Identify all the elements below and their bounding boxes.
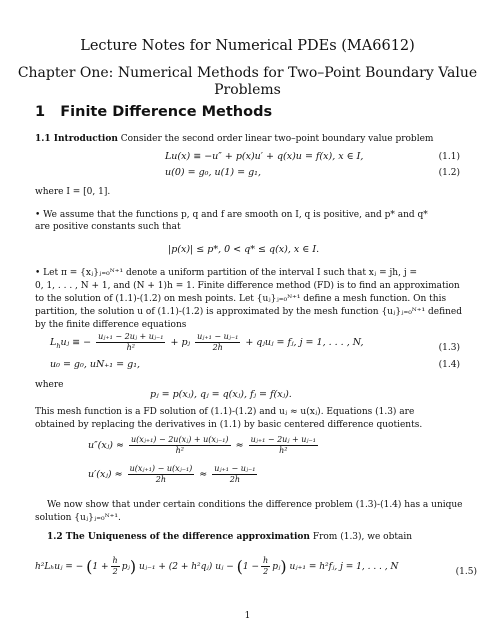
coefficient-definitions: pⱼ = p(xⱼ), qⱼ = q(xⱼ), fⱼ = f(xⱼ). (150, 389, 292, 400)
chapter-title-line2: Problems (214, 82, 281, 98)
eq15-t2: uⱼ − (215, 562, 234, 572)
uniqueness-subsection (47, 531, 412, 543)
mesh-line-1: This mesh function is a FD solution of (1.1)-(1.2) and uⱼ ≈ u(xⱼ). Equations (1.3) are (35, 407, 415, 417)
eq13-frac2-num: uⱼ₊₁ − uⱼ₋₁ (197, 332, 239, 341)
chapter-title-line1: Chapter One: Numerical Methods for Two–Point Boundary Value (17, 65, 478, 81)
eq13-operator-sub: h (56, 341, 61, 350)
partition-line-5: by the finite difference equations (35, 320, 187, 330)
eq13-lhs: uⱼ ≡ − (60, 337, 92, 348)
eq15-paren-close-3: ) (280, 557, 287, 576)
eq13-fraction-1 (96, 332, 165, 353)
equation-1-1: Lu(x) ≡ −u″ + p(x)u′ + q(x)u = f(x), x ∈ I, (165, 151, 364, 162)
eq15-frac3-num: h (263, 556, 269, 565)
d1-den: 2h (155, 475, 167, 484)
intro-text: Consider the second order linear two–point boundary value problem (120, 134, 434, 144)
uniqueness-line-1: We now show that under certain conditions the difference problem (1.3)-(1.4) has a unique (47, 500, 463, 510)
eq13-tail: + qⱼuⱼ = fⱼ, j = 1, . . . , N, (245, 337, 364, 348)
eq13-frac1-num: uⱼ₊₁ − 2uⱼ + uⱼ₋₁ (98, 332, 164, 341)
subsection-label-intro: 1.1 Introduction (35, 134, 118, 144)
d1-den2: 2h (229, 475, 241, 484)
equation-number-1-2: (1.2) (438, 168, 460, 178)
eq15-frac-3 (261, 556, 270, 577)
first-derivative-approx (88, 464, 259, 485)
d1-num2: uⱼ₊₁ − uⱼ₋₁ (214, 464, 256, 473)
d2-lhs: u″(xⱼ) ≈ (88, 440, 124, 451)
eq15-t1: uⱼ₋₁ + (138, 562, 166, 572)
subsection-label-uniqueness: 1.2 The Uniqueness of the difference approximation (47, 532, 310, 542)
eq15-frac3-den: 2 (263, 567, 269, 576)
equation-number-1-3: (1.3) (438, 343, 460, 353)
eq15-p3-b: pⱼ (272, 562, 281, 572)
partition-line-4: partition, the solution u of (1.1)-(1.2) is approximated by the mesh function {uⱼ}ⱼ₌₀ᴺ⁺¹ defined (35, 307, 462, 317)
where-interval: where I = [0, 1]. (35, 187, 111, 197)
d1-fraction-1 (128, 464, 195, 485)
eq15-frac1-num: h (112, 556, 118, 565)
equation-number-1-1: (1.1) (438, 152, 460, 162)
partition-line-2: 0, 1, . . . , N + 1, and (N + 1)h = 1. Finite difference method (FD) is to find an approximation (35, 281, 460, 291)
intro-paragraph (35, 133, 433, 145)
eq15-paren-open-1: ( (86, 557, 93, 576)
equation-1-5 (35, 556, 398, 577)
eq13-operator: L (50, 337, 57, 348)
eq15-p2: (2 + h²qⱼ) (168, 562, 213, 572)
second-derivative-approx (88, 435, 320, 456)
d2-den: h² (175, 446, 184, 455)
eq15-p1-b: pⱼ (121, 562, 130, 572)
section-number: 1 (35, 104, 46, 120)
assumption-line-1: • We assume that the functions p, q and f are smooth on I, q is positive, and p* and q* (35, 210, 428, 220)
bound-inequality: |p(x)| ≤ p*, 0 < q* ≤ q(x), x ∈ I. (168, 244, 320, 255)
eq13-mid: + pⱼ (170, 337, 191, 348)
eq13-fraction-2 (195, 332, 240, 353)
mesh-line-2: obtained by replacing the derivatives in (1.1) by basic centered difference quotients. (35, 420, 423, 430)
section-heading (35, 104, 272, 120)
d2-fraction-2 (249, 435, 318, 456)
partition-line-1: • Let π = {xⱼ}ⱼ₌₀ᴺ⁺¹ denote a uniform partition of the interval I such that xⱼ = jh, j = (35, 268, 418, 278)
d1-num: u(xⱼ₊₁) − u(xⱼ₋₁) (129, 464, 193, 473)
eq15-frac1-den: 2 (112, 567, 118, 576)
assumption-line-2: are positive constants such that (35, 222, 181, 232)
uniqueness-line-2: solution {uⱼ}ⱼ₌₀ᴺ⁺¹. (35, 513, 121, 523)
equation-number-1-5: (1.5) (455, 567, 477, 577)
equation-number-1-4: (1.4) (438, 360, 460, 370)
page-title: Lecture Notes for Numerical PDEs (MA6612) (80, 38, 415, 54)
equation-1-4: u₀ = g₀, uN₊₁ = g₁, (50, 359, 141, 370)
equation-1-2: u(0) = g₀, u(1) = g₁, (165, 167, 261, 178)
eq15-paren-open-3: ( (236, 557, 243, 576)
d1-fraction-2 (212, 464, 257, 485)
eq13-frac1-den: h² (126, 343, 135, 352)
d2-fraction-1 (129, 435, 231, 456)
d1-approx: ≈ (199, 469, 208, 480)
eq15-p3-a: 1 − (242, 562, 260, 572)
d2-den2: h² (279, 446, 288, 455)
page-number: 1 (244, 611, 251, 621)
d1-lhs: u′(xⱼ) ≈ (88, 469, 123, 480)
eq15-paren-close-1: ) (129, 557, 137, 576)
d2-approx: ≈ (235, 440, 244, 451)
eq15-frac-1 (111, 556, 120, 577)
uniqueness-text: From (1.3), we obtain (312, 532, 412, 542)
d2-num2: uⱼ₊₁ − 2uⱼ + uⱼ₋₁ (250, 435, 316, 444)
eq15-p1-a: 1 + (92, 562, 109, 572)
section-title: Finite Difference Methods (60, 104, 273, 120)
equation-1-3 (50, 332, 364, 353)
d2-num: u(xⱼ₊₁) − 2u(xⱼ) + u(xⱼ₋₁) (130, 435, 229, 444)
where-label: where (35, 380, 64, 390)
partition-line-3: to the solution of (1.1)-(1.2) on mesh points. Let {uⱼ}ⱼ₌₀ᴺ⁺¹ define a mesh function. On this (35, 294, 447, 304)
eq15-t3: uⱼ₊₁ = h²fⱼ, j = 1, . . . , N (289, 562, 399, 572)
eq13-frac2-den: 2h (212, 343, 223, 352)
eq15-lhs: h²Lₕuⱼ = − (35, 562, 84, 572)
